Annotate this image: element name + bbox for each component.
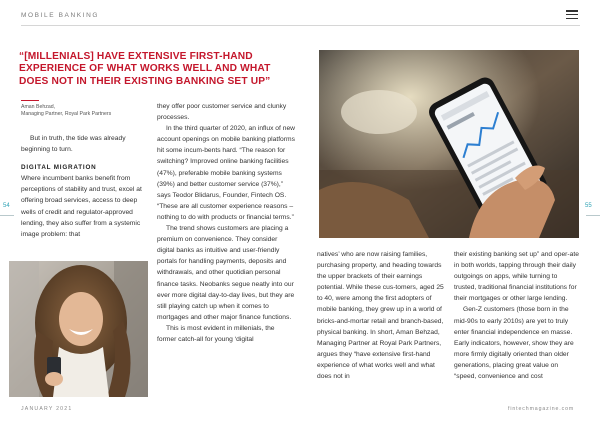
page-number-right: 55 — [585, 203, 592, 209]
page-number-left: 54 — [3, 203, 10, 209]
hamburger-menu-icon[interactable] — [566, 10, 578, 19]
page-header — [0, 0, 600, 28]
smiling-woman-with-phone-photo — [9, 261, 148, 397]
page-number-rule-left — [0, 215, 14, 216]
subheading-digital-migration: DIGITAL MIGRATION — [21, 164, 97, 172]
attribution-title: Managing Partner, Royal Park Partners — [21, 111, 112, 118]
quote-attribution — [21, 104, 111, 118]
byline-divider — [21, 100, 39, 101]
issue-date: JANUARY 2021 — [21, 406, 73, 412]
article-column-4 — [454, 249, 581, 382]
article-column-2 — [157, 101, 295, 345]
article-column-3 — [317, 249, 449, 382]
paragraph: Where incumbent banks benefit from perceptions of stability and trust, excel at offering broad services, access to deep wells of credit and regulator-approved lending, they also suffer from a systemic image problem: that — [21, 175, 142, 238]
paragraph: In the third quarter of 2020, an influx of new account openings on mobile banking platforms hit some incum-bents hard. “The reason for switching? Improved online banking facilities (47%), preferable mobile banking systems (39%) and better customer service (37%),” says Teodor Blidarus, Founder, Fintech OS. “These are all customer experience reasons – nothing to do with products or financial terms.” — [157, 125, 296, 221]
paragraph: But in truth, the tide was already beginning to turn. — [21, 135, 126, 154]
pull-quote: “[MILLENIALS] HAVE EXTENSIVE FIRST-HAND EXPERIENCE OF WHAT WORKS WELL AND WHAT DOES NOT IN THEIR EXISTING BANKING SET UP” — [19, 51, 271, 87]
hand-holding-smartphone-photo — [319, 50, 579, 238]
paragraph: Gen-Z customers (those born in the mid-90s to early 2010s) are yet to truly enter financial independence en masse. Early indicators, however, show they are more firmly digitally oriented than older generations, placing great value on “speed, convenience and cost — [454, 306, 574, 381]
attribution-name: Aman Behzad, — [21, 104, 56, 110]
paragraph: The trend shows customers are placing a premium on convenience. They consider digital banks as intuitive and user-friendly portals for handling payments, deposits and withdrawals, and other quotidian personal finance tasks. Neobanks segue neatly into our ever more digital day-to-day lives, but they are still playing catch up when it comes to mortgages and other major finance functions. — [157, 225, 295, 321]
paragraph: they offer poor customer service and clunky processes. — [157, 103, 287, 122]
section-title: MOBILE BANKING — [21, 12, 100, 19]
paragraph: This is most evident in millenials, the former catch-all for young ‘digital — [157, 324, 275, 343]
article-column-1 — [21, 133, 149, 240]
page-number-rule-right — [586, 215, 600, 216]
website-link[interactable]: fintechmagazine.com — [508, 406, 575, 412]
paragraph: their existing banking set up” and oper-ate in both worlds, tapping through their daily outgoings on apps, while turning to trusted, traditional financial institutions for their mortgages or other large lending. — [454, 251, 579, 303]
header-divider — [21, 25, 580, 26]
paragraph: natives’ who are now raising families, purchasing property, and heading towards the upper brackets of their earnings potential. While these cus-tomers, aged 25 to 40, were among the first adopters of mobile banking, they grew up in a world of bricks-and-mortar retail and branch-based, physical banking. In short, Aman Behzad, Managing Partner at Royal Park Partners, argues they “have extensive first-hand experience of what works well and what does not in — [317, 251, 444, 381]
